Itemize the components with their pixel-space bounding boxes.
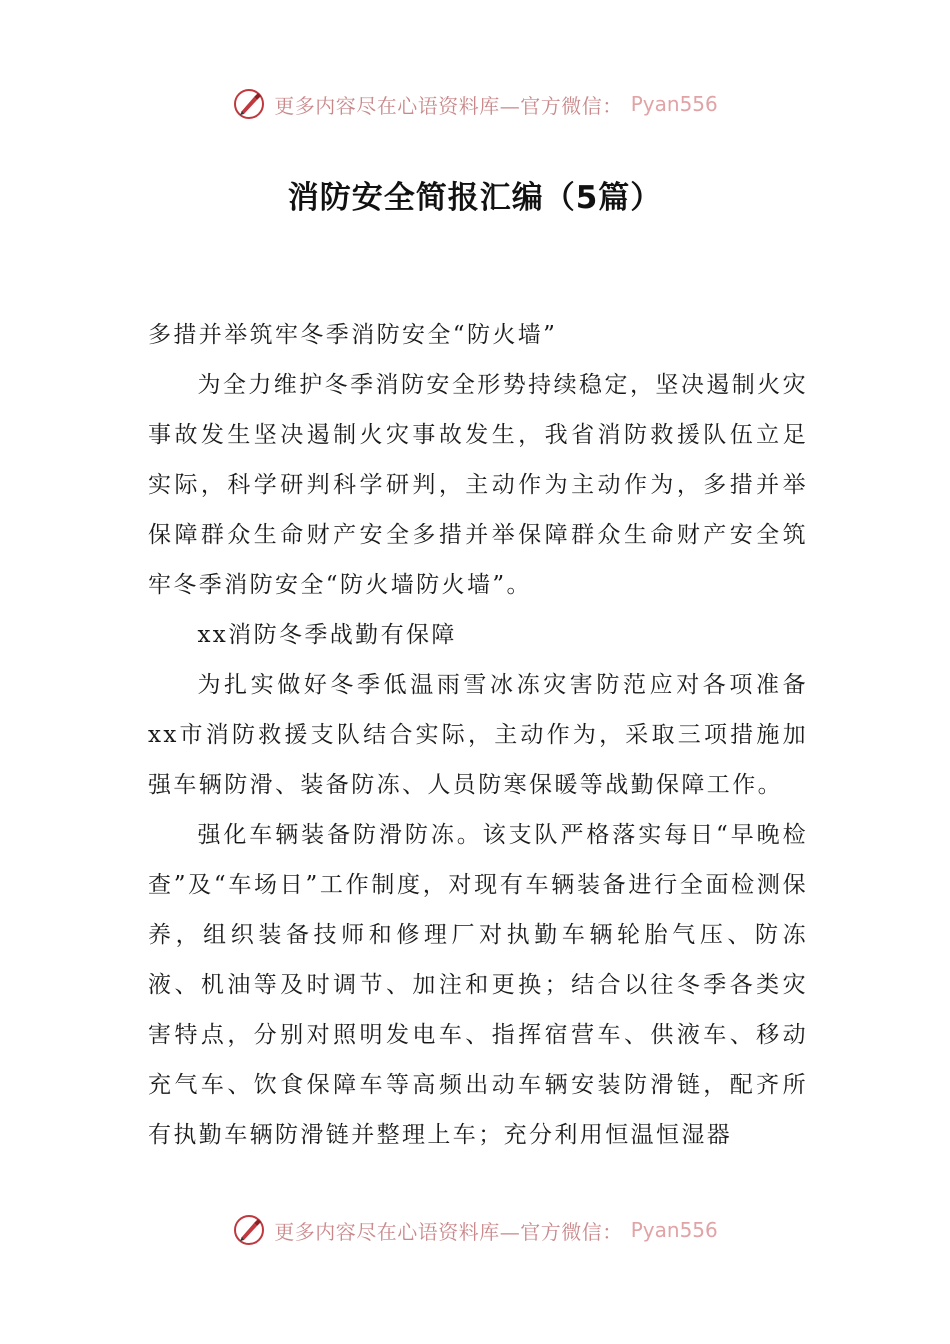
watermark-wechat-id: Pyan556 <box>630 1218 718 1242</box>
section-heading: xx消防冬季战勤有保障 <box>197 622 457 648</box>
section-heading: 多措并举筑牢冬季消防安全“防火墙” <box>148 322 558 348</box>
pen-logo-icon <box>232 1213 266 1247</box>
watermark-text: 更多内容尽在心语资料库—官方微信： <box>274 1219 623 1244</box>
document-title: 消防安全简报汇编（5篇） <box>287 180 663 216</box>
watermark-text: 更多内容尽在心语资料库—官方微信： <box>274 93 623 118</box>
pen-logo-icon <box>232 87 266 121</box>
watermark-footer <box>0 1210 950 1250</box>
document-body <box>148 310 808 1160</box>
watermark-header <box>0 84 950 124</box>
watermark-wechat-id: Pyan556 <box>630 92 718 116</box>
paragraph: 为扎实做好冬季低温雨雪冰冻灾害防范应对各项准备xx市消防救援支队结合实际，主动作为，采取三项措施加强车辆防滑、装备防冻、人员防寒保暖等战勤保障工作。 <box>148 672 808 798</box>
paragraph: 为全力维护冬季消防安全形势持续稳定，坚决遏制火灾事故发生坚决遏制火灾事故发生，我省消防救援队伍立足实际，科学研判科学研判，主动作为主动作为，多措并举保障群众生命财产安全多措并举保障群众生命财产安全筑牢冬季消防安全“防火墙防火墙”。 <box>148 372 808 598</box>
paragraph: 强化车辆装备防滑防冻。该支队严格落实每日“早晚检查”及“车场日”工作制度，对现有车辆装备进行全面检测保养，组织装备技师和修理厂对执勤车辆轮胎气压、防冻液、机油等及时调节、加注和更换；结合以往冬季各类灾害特点，分别对照明发电车、指挥宿营车、供液车、移动充气车、饮食保障车等高频出动车辆安装防滑链，配齐所有执勤车辆防滑链并整理上车；充分利用恒温恒湿器 <box>148 822 808 1148</box>
